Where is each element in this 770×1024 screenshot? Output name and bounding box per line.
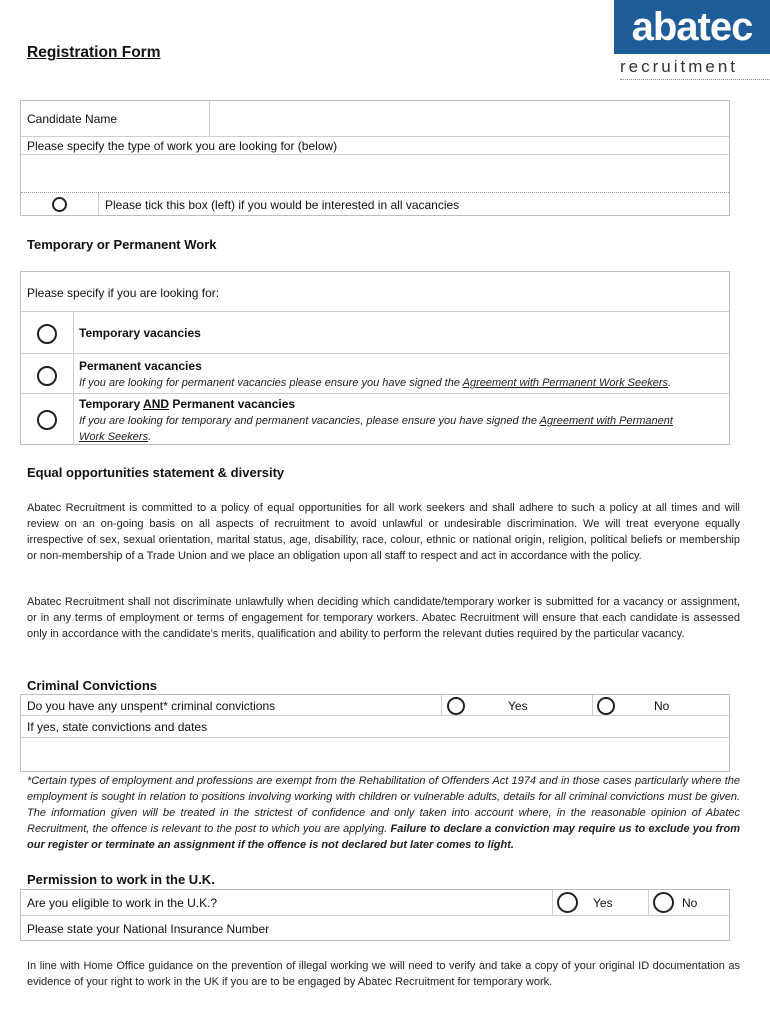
criminal-yes-label: Yes bbox=[508, 699, 528, 713]
permanent-label: Permanent vacancies bbox=[79, 359, 202, 373]
agreement-link-2[interactable]: Agreement with Permanent bbox=[539, 415, 673, 427]
equal-heading: Equal opportunities statement & diversity bbox=[27, 465, 285, 480]
criminal-heading: Criminal Convictions bbox=[27, 678, 158, 693]
agreement-link[interactable]: Agreement with Permanent Work Seekers bbox=[462, 377, 669, 389]
candidate-section bbox=[20, 100, 730, 216]
equal-para-1: Abatec Recruitment is committed to a policy of equal opportunities for all work seekers and shall adhere to such a policy at all times and will review on an on-going basis on all aspects of recruitment to avoid unlawful or undesirable discrimination. We will treat everyone equally irrespective of sex, sexual orientation, marital status, age, disability, race, colour, ethnic or national origin, religion, political beliefs or membership or non-membership of a Trade Union and we place an obligation upon all staff to respect and act in accordance with the policy. bbox=[27, 502, 740, 562]
permission-heading: Permission to work in the U.K. bbox=[27, 872, 215, 887]
criminal-details-label: If yes, state convictions and dates bbox=[27, 720, 208, 734]
temporary-radio[interactable] bbox=[37, 324, 57, 344]
permission-no-radio[interactable] bbox=[653, 892, 674, 913]
permission-footer: In line with Home Office guidance on the prevention of illegal working we will need to verify and take a copy of your original ID documentation as evidence of your right to work in the UK if you are to be engaged by Abatec Recruitment for temporary work. bbox=[27, 960, 740, 988]
criminal-no-radio[interactable] bbox=[597, 697, 615, 715]
criminal-question: Do you have any unspent* criminal convictions bbox=[27, 699, 276, 713]
logo-tagline: recruitment bbox=[620, 57, 770, 80]
work-type-input[interactable] bbox=[21, 156, 729, 193]
permission-section bbox=[20, 889, 730, 941]
ni-number-input[interactable] bbox=[291, 917, 728, 940]
both-label: Temporary AND Permanent vacancies bbox=[79, 397, 296, 411]
permission-yes-label: Yes bbox=[593, 896, 613, 910]
ni-number-label: Please state your National Insurance Number bbox=[27, 922, 270, 936]
temp-perm-section bbox=[20, 271, 730, 445]
permission-yes-radio[interactable] bbox=[557, 892, 578, 913]
agreement-link-3[interactable]: Work Seekers bbox=[79, 431, 149, 443]
work-type-label: Please specify the type of work you are looking for (below) bbox=[27, 139, 338, 153]
temp-perm-intro: Please specify if you are looking for: bbox=[27, 286, 220, 300]
all-vacancies-label: Please tick this box (left) if you would be interested in all vacancies bbox=[105, 198, 460, 212]
candidate-name-label: Candidate Name bbox=[27, 112, 118, 126]
criminal-section bbox=[20, 694, 730, 772]
criminal-no-label: No bbox=[654, 699, 670, 713]
temp-perm-heading: Temporary or Permanent Work bbox=[27, 237, 217, 252]
page-title: Registration Form bbox=[27, 44, 161, 61]
permanent-note: If you are looking for permanent vacancies please ensure you have signed the Agreement with Permanent Work Seekers. bbox=[79, 377, 672, 389]
candidate-name-input[interactable] bbox=[211, 101, 729, 136]
criminal-yes-radio[interactable] bbox=[447, 697, 465, 715]
permanent-radio[interactable] bbox=[37, 366, 57, 386]
both-radio[interactable] bbox=[37, 410, 57, 430]
criminal-note: *Certain types of employment and professions are exempt from the Rehabilitation of Offenders Act 1974 and in those cases particularly where the employment is sought in relation to positions involving working with children or vulnerable adults, details for all criminal convictions must be given. The information given will be treated in the strictest of confidence and only taken into account where, in the reasonable opinion of Abatec Recruitment, the offence is relevant to the post to which you are applying. Failure to declare a conviction may require us to exclude you from our register or terminate an assignment if the offence is not declared but later comes to light. bbox=[27, 775, 740, 851]
equal-para-2: Abatec Recruitment shall not discriminate unlawfully when deciding which candidate/temporary worker is submitted for a vacancy or assignment, or in any terms of employment or terms of engagement for temporary workers. Abatec Recruitment will ensure that each candidate is assessed only in accordance with the candidate’s merits, qualification and ability to perform the relevant duties required by the particular vacancy. bbox=[27, 596, 740, 640]
criminal-details-input[interactable] bbox=[21, 737, 729, 772]
abatec-logo: abatec bbox=[614, 0, 770, 54]
permission-question: Are you eligible to work in the U.K.? bbox=[27, 896, 218, 910]
both-note: If you are looking for temporary and permanent vacancies, please ensure you have signed the Agreement with Permanent Work Seekers. bbox=[79, 415, 673, 443]
permission-no-label: No bbox=[682, 896, 698, 910]
temporary-label: Temporary vacancies bbox=[79, 326, 201, 340]
all-vacancies-radio[interactable] bbox=[52, 197, 67, 212]
